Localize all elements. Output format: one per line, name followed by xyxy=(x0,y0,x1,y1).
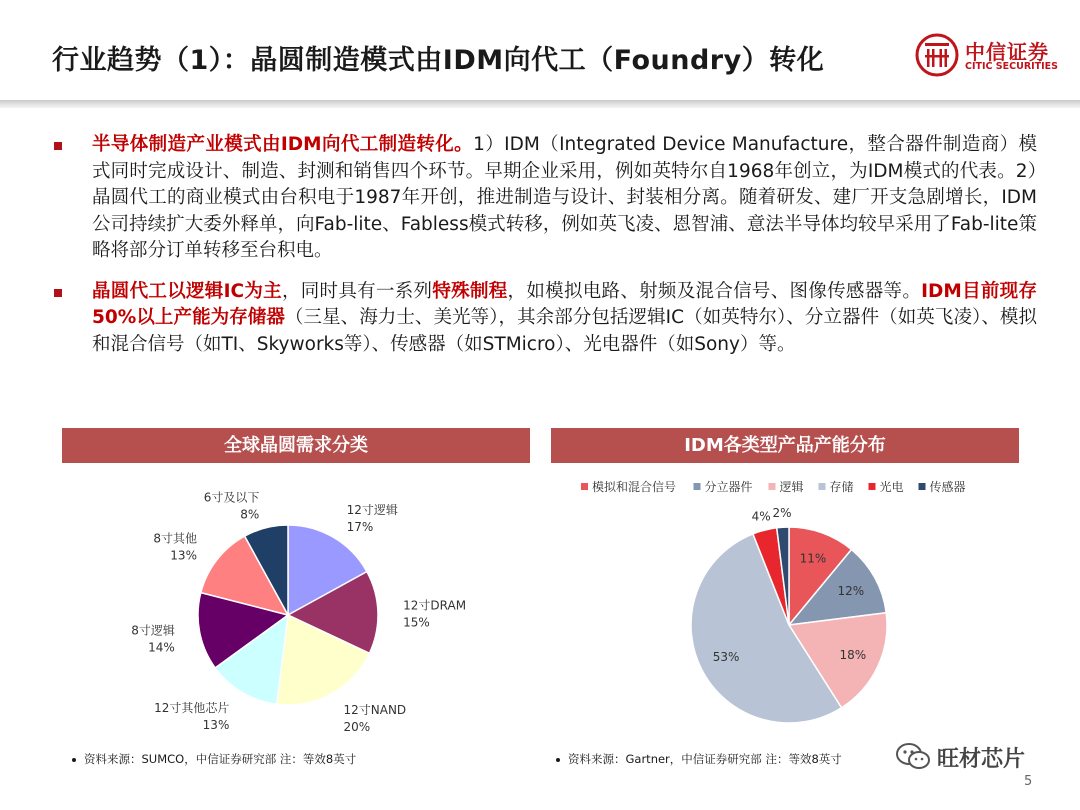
right-source-text: 资料来源：Gartner，中信证券研究部 注：等效8英寸 xyxy=(568,752,842,766)
pie-data-label: 15% xyxy=(403,615,430,630)
bullet-text: ，如模拟电路、射频及混合信号、图像传感器等。 xyxy=(507,280,922,302)
highlight-text: IDM目前现存50%以上产能为存储器 xyxy=(92,280,1037,328)
highlight-text: 半导体制造产业模式由IDM向代工制造转化。 xyxy=(92,134,474,155)
pie-category-label: 6寸及以下 xyxy=(203,490,260,505)
bullet-dot-icon xyxy=(556,758,560,762)
bullet-marker-icon xyxy=(54,289,62,297)
right-chart-title: IDM各类型产品产能分布 xyxy=(551,428,1019,463)
pie-data-label: 53% xyxy=(712,650,740,665)
pie-category-label: 12寸DRAM xyxy=(403,598,467,613)
pie-data-label: 2% xyxy=(772,506,792,521)
bullet-text: ，同时具有一系列 xyxy=(281,280,433,302)
bullet-dot-icon xyxy=(72,758,76,762)
left-source-text: 资料来源：SUMCO，中信证券研究部 注：等效8英寸 xyxy=(84,752,357,766)
wechat-icon xyxy=(895,742,931,772)
legend-swatch-icon xyxy=(769,483,776,490)
legend-label: 传感器 xyxy=(929,480,966,494)
pie-data-label: 12% xyxy=(837,584,865,599)
bullet-item xyxy=(52,279,1037,359)
legend-swatch-icon xyxy=(694,483,701,490)
slide-title: 行业趋势（1）：晶圆制造模式由IDM向代工（Foundry）转化 xyxy=(52,45,825,76)
legend-label: 存储 xyxy=(829,480,854,494)
pie-data-label: 18% xyxy=(839,648,867,663)
bullet-list xyxy=(52,132,1037,358)
pie-data-label: 14% xyxy=(148,640,175,655)
bullet-text: 1）IDM（Integrated Device Manufacture，整合器件制造商）模式同时完成设计、制造、封测和销售四个环节。早期企业采用，例如英特尔自1968年创立，为IDM模式的代表。2）晶圆代工的商业模式由台积电于1987年开创，推进制造与设计、封装相分离。随着研发、建厂开支急剧增长，IDM公司持续扩大委外释单，向Fab-lite、Fabless模式转移，例如英飞凌、恩智浦、意法半导体均较早采用了Fab-lite策略将部分订单转移至台积电。 xyxy=(92,134,1037,261)
left-chart-source xyxy=(72,751,356,767)
citic-logo xyxy=(915,33,1065,77)
logo-chinese-name: 中信证券 xyxy=(965,40,1049,64)
highlight-text: 晶圆代工以逻辑IC为主 xyxy=(92,280,282,302)
pie-data-label: 8% xyxy=(240,507,260,522)
pie-category-label: 8寸其他 xyxy=(153,531,197,546)
watermark-text: 旺材芯片 xyxy=(937,747,1026,772)
pie-category-label: 12寸NAND xyxy=(343,702,407,717)
left-pie-chart xyxy=(62,470,530,740)
pie-data-label: 13% xyxy=(170,548,197,563)
bullet-item xyxy=(52,132,1037,265)
legend-label: 分立器件 xyxy=(704,480,753,494)
legend-swatch-icon xyxy=(819,483,826,490)
legend-label: 光电 xyxy=(879,480,904,494)
legend-swatch-icon xyxy=(919,483,926,490)
legend-swatch-icon xyxy=(581,483,588,490)
legend-swatch-icon xyxy=(869,483,876,490)
page-number: 5 xyxy=(1024,774,1033,789)
pie-data-label: 17% xyxy=(346,519,374,534)
legend-label: 模拟和混合信号 xyxy=(592,480,677,494)
left-chart-title: 全球晶圆需求分类 xyxy=(62,428,530,463)
logo-english-name: CITIC SECURITIES xyxy=(965,61,1059,72)
slide-header xyxy=(0,0,1080,100)
right-chart-source xyxy=(556,751,842,767)
pie-category-label: 12寸逻辑 xyxy=(346,502,398,517)
pie-category-label: 8寸逻辑 xyxy=(131,623,175,638)
pie-data-label: 20% xyxy=(343,719,371,734)
pie-data-label: 4% xyxy=(751,509,771,524)
pie-category-label: 12寸其他芯片 xyxy=(154,701,230,716)
legend-label: 逻辑 xyxy=(779,480,804,494)
bullet-marker-icon xyxy=(54,142,62,150)
pie-data-label: 11% xyxy=(799,551,827,566)
pie-data-label: 13% xyxy=(202,718,230,733)
citic-emblem-icon xyxy=(915,33,959,77)
bullet-text: （三星、海力士、美光等），其余部分包括逻辑IC（如英特尔）、分立器件（如英飞凌）、模拟和混合信号（如TI、Skyworks等）、传感器（如STMicro）、光电器件（如Sony）等。 xyxy=(92,307,1037,355)
wechat-watermark xyxy=(895,738,1055,778)
highlight-text: 特殊制程 xyxy=(432,280,508,302)
header-divider xyxy=(0,100,1080,108)
right-pie-chart xyxy=(551,470,1019,740)
